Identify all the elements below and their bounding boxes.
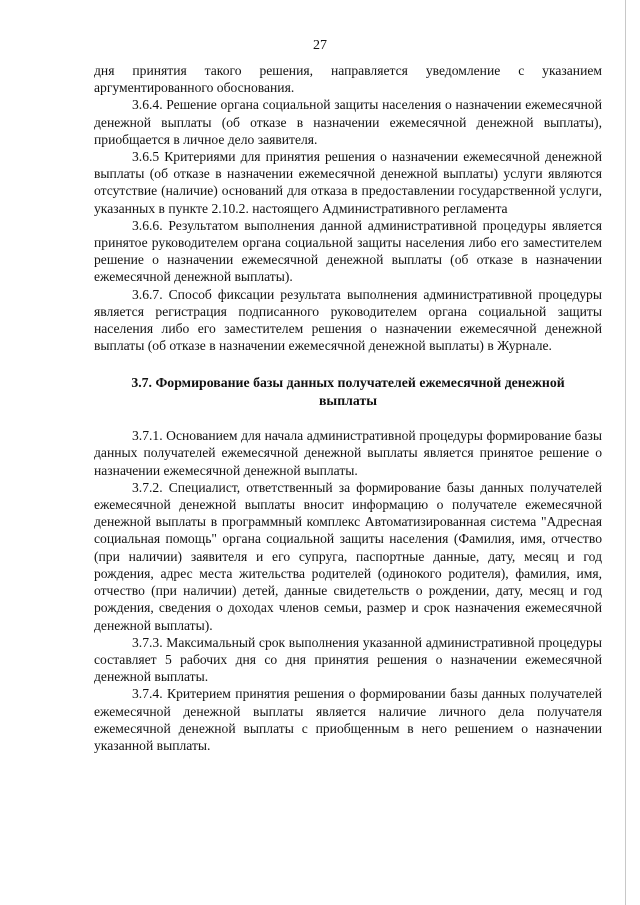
paragraph-3-6-5: 3.6.5 Критериями для принятия решения о назначении ежемесячной денежной выплаты (об отказе в назначении ежемесячной денежной выплаты) услуги являются отсутствие (наличие) оснований для отказа в предоставлении государственной услуги, указанных в пункте 2.10.2. настоящего Административного регламента [94,149,602,216]
paragraph-3-7-3: 3.7.3. Максимальный срок выполнения указанной административной процедуры составляет 5 рабочих дня со дня принятия решения о назначении ежемесячной денежной выплаты. [94,634,602,685]
section-heading-3-7: 3.7. Формирование базы данных получателей ежемесячной денежной выплаты [131,375,565,408]
paragraph-continuation: дня принятия такого решения, направляется уведомление с указанием аргументированного обоснования. [94,63,602,96]
document-body [94,62,602,754]
paragraph-3-7-1: 3.7.1. Основанием для начала административной процедуры формирование базы данных получателей ежемесячной денежной выплаты является принятое решение о назначении ежемесячной денежной выплаты. [94,428,602,478]
paragraph-3-6-7: 3.6.7. Способ фиксации результата выполнения административной процедуры является регистрация подписанного руководителем органа социальной защиты населения либо его заместителем решения о назначении ежемесячной денежной выплаты (об отказе в назначении ежемесячной денежной выплаты) в Журнале. [94,286,602,354]
paragraph-3-7-4: 3.7.4. Критерием принятия решения о формировании базы данных получателей ежемесячной денежной выплаты является наличие личного дела получателя ежемесячной денежной выплаты с приобщенным в него решением о назначении указанной выплаты. [94,686,602,753]
paragraph-3-6-6: 3.6.6. Результатом выполнения данной административной процедуры является принятое руководителем органа социальной защиты населения либо его заместителем решение о назначении ежемесячной денежной выплаты (об отказе в назначении ежемесячной денежной выплаты). [94,217,602,285]
page-edge-line [625,0,626,905]
paragraph-3-7-2: 3.7.2. Специалист, ответственный за формирование базы данных получателей ежемесячной денежной выплаты вносит информацию о получателе ежемесячной денежной выплаты в программный комплекс Автоматизированная система "Адресная социальная помощь" органа социальной защиты населения (Фамилия, имя, отчество (при наличии) заявителя и его супруга, паспортные данные, дату, месяц и год рождения, адрес места жительства родителей (одинокого родителя), фамилия, имя, отчество (при наличии) детей, данные свидетельств о рождении, дату, месяц и год рождения, сведения о доходах членов семьи, размер и срок назначения ежемесячной денежной выплаты). [94,479,602,633]
page-number: 27 [313,38,327,53]
paragraph-3-6-4: 3.6.4. Решение органа социальной защиты населения о назначении ежемесячной денежной выплаты (об отказе в назначении ежемесячной денежной выплаты), приобщается в личное дело заявителя. [94,97,602,147]
